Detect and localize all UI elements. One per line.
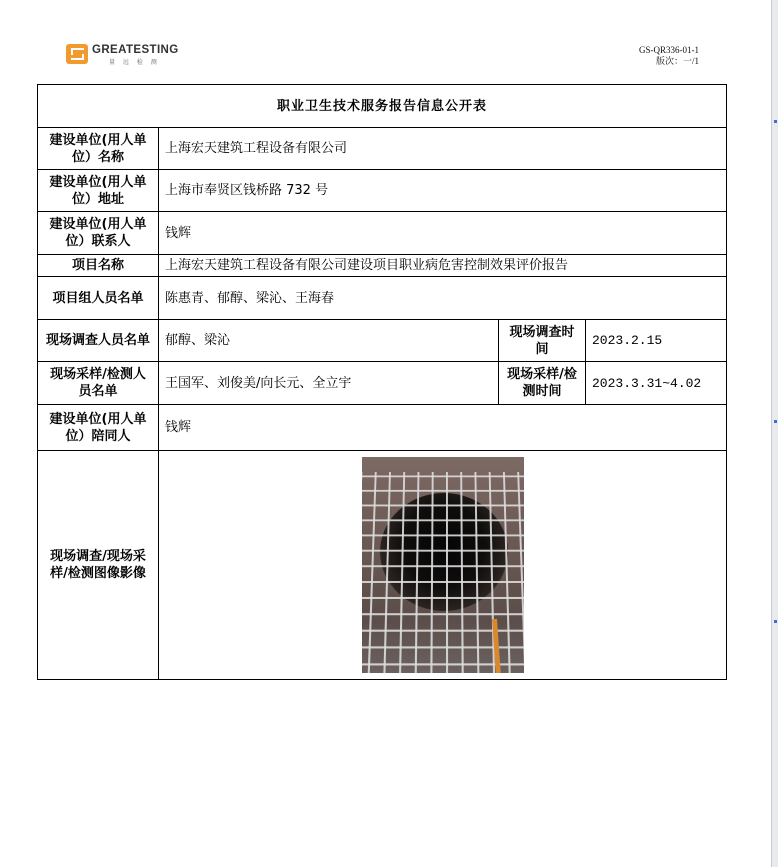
survey-staff-value: 郁醇、梁沁 [159,320,499,362]
site-photo [362,457,524,673]
escort-value: 钱辉 [159,405,727,451]
document-number: GS-QR336-01-1 [639,45,699,55]
site-images-cell [159,451,727,680]
project-name-value: 上海宏天建筑工程设备有限公司建设项目职业病危害控制效果评价报告 [159,255,727,277]
sampling-staff-label: 现场采样/检测人员名单 [38,362,159,405]
logo-icon [66,44,88,64]
form-title: 职业卫生技术服务报告信息公开表 [38,85,727,128]
sampling-time-label: 现场采样/检测时间 [499,362,586,405]
team-members-value: 陈惠青、郁醇、梁沁、王海春 [159,277,727,320]
sampling-staff-value: 王国军、刘俊美/向长元、全立宇 [159,362,499,405]
window-right-edge [771,0,778,867]
logo-name: GREATESTING [92,44,179,56]
survey-time-label: 现场调查时间 [499,320,586,362]
site-images-label: 现场调查/现场采样/检测图像影像 [38,451,159,680]
document-version: 版次：一/1 [655,56,699,66]
survey-time-value: 2023.2.15 [586,320,727,362]
logo-subtitle: 量 远 检 测 [109,59,160,66]
edge-marker [774,420,777,423]
edge-marker [774,120,777,123]
edge-marker [774,620,777,623]
unit-address-value: 上海市奉贤区钱桥路 732 号 [159,170,727,212]
team-members-label: 项目组人员名单 [38,277,159,320]
document-number-block [639,45,699,67]
info-disclosure-table [37,84,727,680]
project-name-label: 项目名称 [38,255,159,277]
company-logo [66,44,206,68]
unit-name-label: 建设单位(用人单位）名称 [38,128,159,170]
wire-mesh-grille [362,472,524,673]
survey-staff-label: 现场调查人员名单 [38,320,159,362]
unit-address-label: 建设单位(用人单位）地址 [38,170,159,212]
escort-label: 建设单位(用人单位）陪同人 [38,405,159,451]
unit-name-value: 上海宏天建筑工程设备有限公司 [159,128,727,170]
sampling-time-value: 2023.3.31~4.02 [586,362,727,405]
contact-value: 钱辉 [159,212,727,255]
contact-label: 建设单位(用人单位）联系人 [38,212,159,255]
